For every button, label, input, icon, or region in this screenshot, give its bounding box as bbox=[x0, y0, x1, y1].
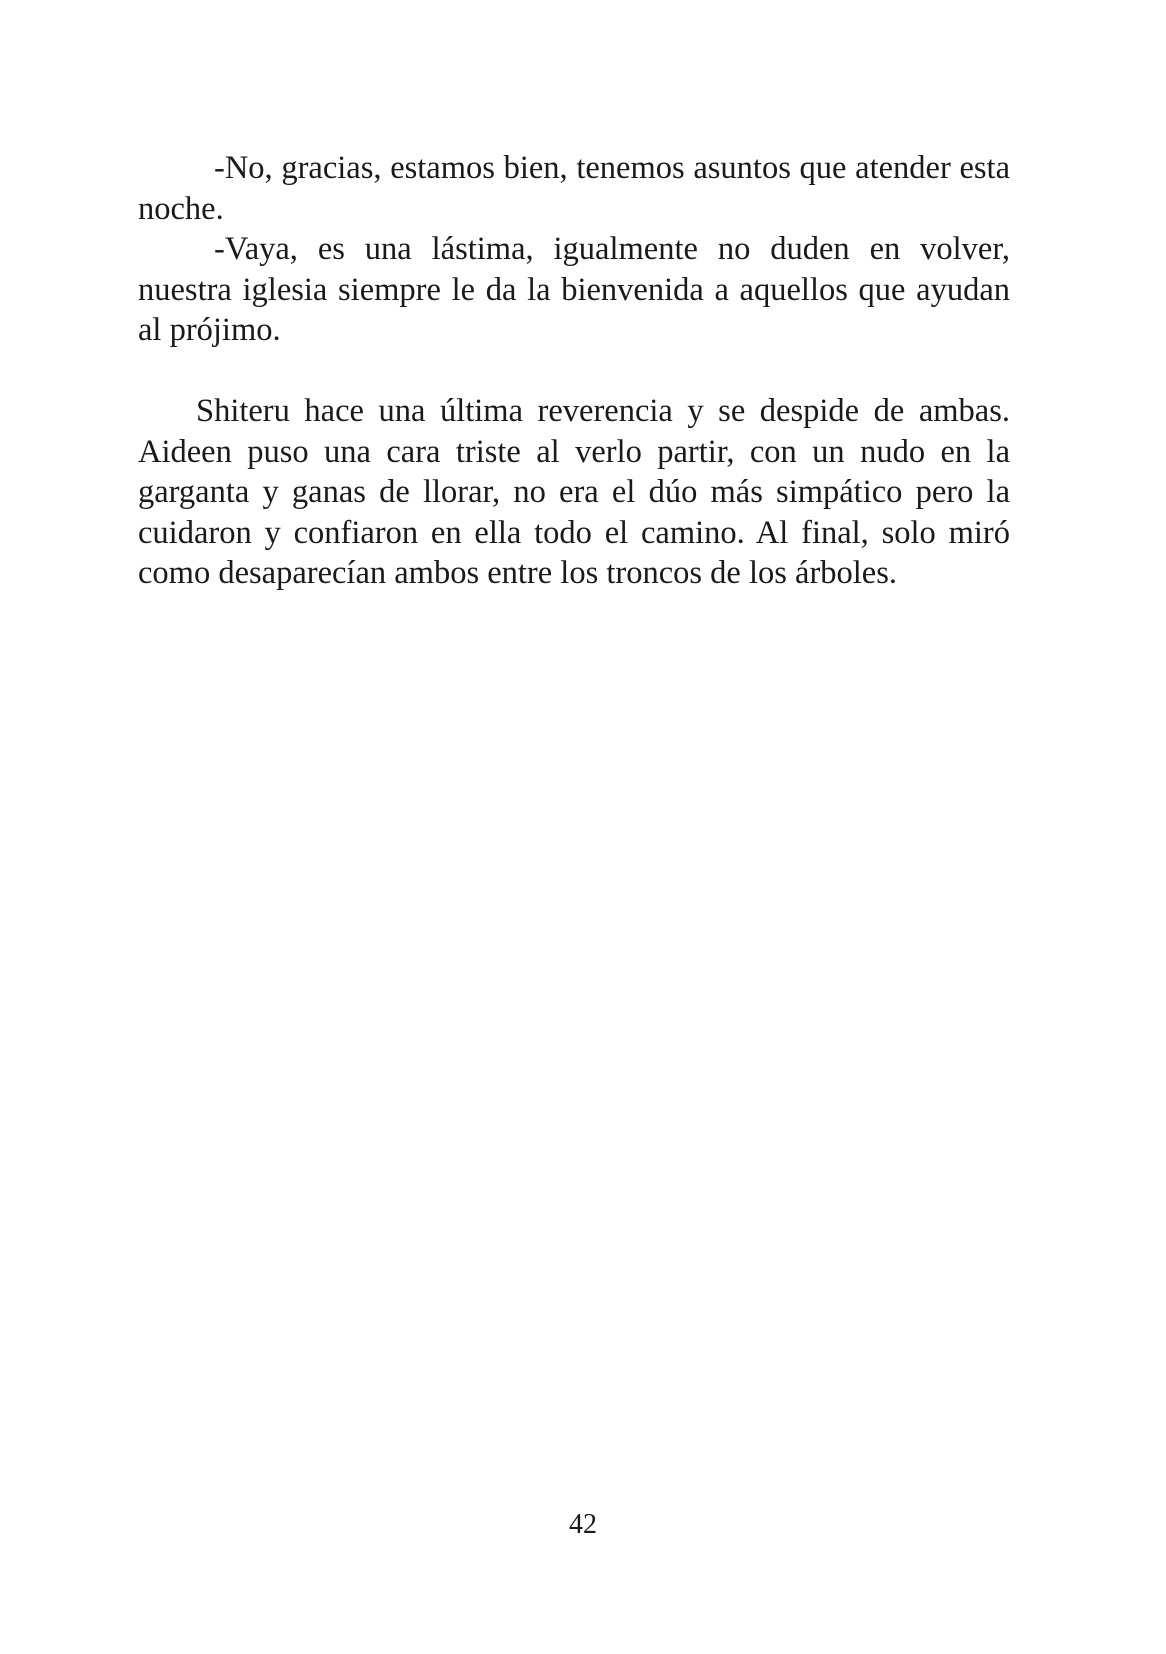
dialogue-paragraph: -No, gracias, estamos bien, tenemos asuntos que atender esta noche. bbox=[138, 150, 1010, 227]
page-number: 42 bbox=[569, 1509, 597, 1540]
narrative-paragraph: Shiteru hace una última reverencia y se despide de ambas. Aideen puso una cara triste al verlo partir, con un nudo en la garganta y ganas de llorar, no era el dúo más simpático pero la cuidaron y confiaron en ella todo el camino. Al final, solo miró como desaparecían ambos entre los troncos de los árboles. bbox=[138, 393, 1010, 591]
body-text bbox=[138, 148, 1010, 594]
dialogue-paragraph: -Vaya, es una lástima, igualmente no duden en volver, nuestra iglesia siempre le da la bienvenida a aquellos que ayudan al prójimo. bbox=[138, 231, 1010, 348]
